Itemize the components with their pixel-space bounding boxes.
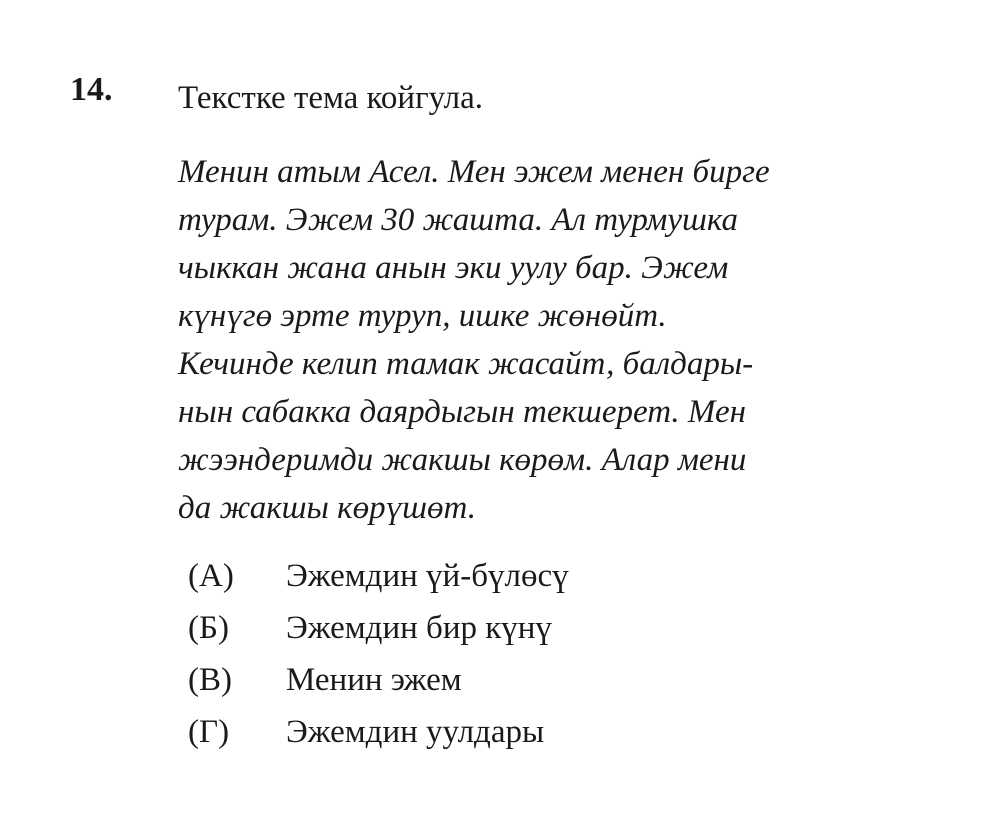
passage-line: турам. Эжем 30 жашта. Ал турмушка xyxy=(178,202,739,238)
option-text: Эжемдин уулдары xyxy=(286,714,545,750)
option-text: Менин эжем xyxy=(286,662,462,698)
option-label: (В) xyxy=(188,662,232,698)
answer-option-b[interactable] xyxy=(188,602,569,654)
passage-line: да жакшы көрүшөт. xyxy=(178,490,476,526)
option-label: (Б) xyxy=(188,610,229,646)
question-number: 14. xyxy=(70,71,113,108)
passage-line: жээндеримди жакшы көрөм. Алар мени xyxy=(178,442,747,478)
passage-line: күнүгө эрте туруп, ишке жөнөйт. xyxy=(178,298,667,334)
option-label: (Г) xyxy=(188,714,230,750)
reading-passage xyxy=(178,148,918,532)
answer-option-v[interactable] xyxy=(188,654,569,706)
passage-line: нын сабакка даярдыгын текшерет. Мен xyxy=(178,394,746,430)
answer-option-g[interactable] xyxy=(188,706,569,758)
answer-option-a[interactable] xyxy=(188,550,569,602)
question-prompt: Текстке тема койгула. xyxy=(178,80,484,116)
option-label: (А) xyxy=(188,558,234,594)
passage-line: чыккан жана анын эки уулу бар. Эжем xyxy=(178,250,729,286)
option-text: Эжемдин бир күнү xyxy=(286,610,552,646)
passage-line: Менин атым Асел. Мен эжем менен бирге xyxy=(178,154,770,190)
answer-options xyxy=(188,550,569,758)
passage-line: Кечинде келип тамак жасайт, балдары- xyxy=(178,346,754,382)
option-text: Эжемдин үй-бүлөсү xyxy=(286,558,569,594)
